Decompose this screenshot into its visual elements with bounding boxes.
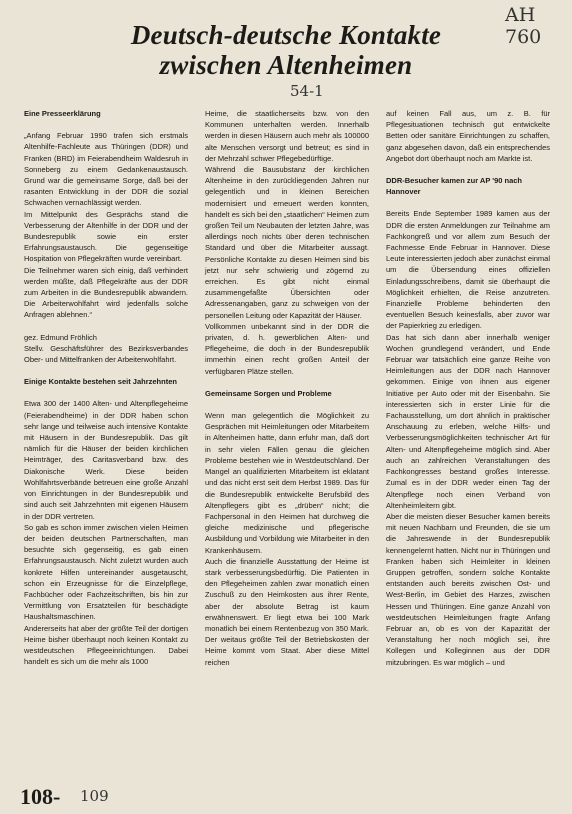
- paragraph: So gab es schon immer zwischen vielen Heimen der beiden deutschen Partnerschaften, man besuchte sich gegenseitig, es gab einen Erfahrungsaustausch. Nicht zuletzt wurden auch konkrete Hilfen untereinander ausgetauscht, schon ein Erzeugnisse für die Einzelpflege, Fachbücher oder Fachzeitschriften, bis hin zur Vermittlung von Ersatzteilen für beschädigte Haushaltsmaschinen.: [24, 522, 188, 622]
- section-heading: DDR-Besucher kamen zur AP '90 nach Hannover: [386, 176, 522, 197]
- title-line-2: zwischen Altenheimen: [159, 50, 413, 80]
- text-column-3: [386, 108, 550, 668]
- article-title: [0, 20, 572, 80]
- spacer: [386, 164, 550, 175]
- paragraph: Das hat sich dann aber innerhalb weniger Wochen grundlegend verändert, und Ende Februar war tatsächlich eine ganze Reihe von Heimleitungen aus der DDR nach Hannover gekommen. Einige von ihnen aus eigener Initiative per Auto oder mit der Eisenbahn. Sie interessierten sich in erster Linie für die Fachausstellung, um dort ähnlich in praktischer Anschauung zu erleben, welche Hilfs- und Verbesserungsmöglichkeiten technischer Art für Alten- und Altenpflegeheime möglich sind. Aber auch an zahlreichen Veranstaltungen des Fachkongresses bestand großes Interesse. Zumal es in der DDR weder einen Tag der Altenpflege noch einen Verband von Altenheimleitern gibt.: [386, 332, 550, 510]
- page-number: 108-: [20, 784, 61, 809]
- paragraph: Vollkommen unbekannt sind in der DDR die privaten, d. h. gewerblichen Alten- und Pflegeheime, die doch in der Bundesrepublik immerhin einen recht großen Anteil der verfügbaren Plätze stellen.: [205, 321, 369, 376]
- spacer: [205, 377, 369, 388]
- spacer: [24, 387, 188, 398]
- text-column-1: [24, 108, 188, 667]
- spacer: [24, 119, 188, 130]
- handwritten-page-number: 109: [80, 787, 109, 805]
- paragraph: Aber die meisten dieser Besucher kamen bereits mit neuen Nachbarn und Freunden, die sie um die Jahreswende in der Bundesrepublik kennengelernt hatten. Nicht nur in Thüringen und Franken haben sich Heimleiter in kleinen Gruppen getroffen, sondern solche Kontakte entstanden auch bereits zwischen Ost- und West-Berlin, im Gebiet des Harzes, zwischen Hessen und Thüringen. Eine ganze Anzahl von westdeutschen Heimleitungen fragte Anfang Februar an, ob es von der Kapazität der Veranstaltung her noch möglich sei, ihre Kollegen und Kolleginnen aus der DDR mitzubringen. Es war möglich – und: [386, 511, 550, 667]
- spacer: [24, 365, 188, 376]
- section-heading: Einige Kontakte bestehen seit Jahrzehnten: [24, 377, 177, 387]
- paragraph: Die Teilnehmer waren sich einig, daß verhindert werden müßte, daß Pflegekräfte aus der DDR zum Arbeiten in die Bundesrepublik abwandern. Die Arbeiterwohlfahrt wird jedenfalls solche Anfragen ablehnen.“: [24, 265, 188, 320]
- paragraph: Während die Bausubstanz der kirchlichen Altenheime in den zurückliegenden Jahren nur gelegentlich und in kleinen Bereichen modernisiert und erneuert werden konnten, handelt es sich bei den „staatlichen“ Heimen zum großen Teil um Neubauten der letzten Jahre, was allerdings noch nichts über deren technischen Standard und über die Mitarbeiter aussagt. Persönliche Kontakte zu diesen Heimen sind bis jetzt nur sehr schwierig und zögernd zu erreichen. Es gibt nicht einmal zusammengefaßte Übersichten oder Adressenangaben, ganz zu schweigen von der personellen Leitung oder Kapazität der Häuser.: [205, 165, 369, 320]
- spacer: [205, 399, 369, 410]
- paragraph: Etwa 300 der 1400 Alten- und Altenpflegeheime (Feierabendheime) in der DDR haben schon sehr lange und teilweise auch intensive Kontakte mit Häusern in der Bundesrepublik. Das gilt nämlich für die Häuser der beiden kirchlichen Heimträger, des Caritasverband bzw. des Diakonische Werk. Diese beiden Wohlfahrtsverbände betreuen eine große Anzahl von Einrichtungen in der Bundesrepublik und sind auch seit Jahrzehnten mit eigenen Häusern in der DDR vertreten.: [24, 399, 188, 521]
- handwritten-archive-number: AH 760: [505, 4, 542, 48]
- paragraph: Bereits Ende September 1989 kamen aus der DDR die ersten Anmeldungen zur Teilnahme am Fachkongreß und vor allem zum Besuch der Fachmesse Ende Februar in Hannover. Diese Leute interessierten jedoch aber zunächst einmal um die Übersendung eines offiziellen Einladungsschreibens, damit sie überhaupt die Möglichkeit erhielten, die Reise anzutreten. Finanzielle Probleme behinderten den eventuellen Besuch keinesfalls, aber zuvor war der Papierkrieg zu erledigen.: [386, 209, 550, 331]
- text-column-2: [205, 108, 369, 668]
- paragraph: auf keinen Fall aus, um z. B. für Pflegesituationen technisch gut entwickelte Betten oder sanitäre Einrichtungen zu schaffen, ganz abgesehen davon, daß ein entsprechendes Angebot dort überhaupt noch am Markte ist.: [386, 109, 550, 163]
- paragraph: Auch die finanzielle Ausstattung der Heime ist stark verbesserungsbedürftig. Die Patienten in den Pflegeheimen zahlen zwar monatlich einen Zuschuß zu den Heimkosten aus ihrer Rente, aber der absolute Betrag ist kaum erwähnenswert. Er liegt etwa bei 100 Mark monatlich bei einem Rentenbezug von 350 Mark. Der weitaus größte Teil der Betriebskosten der Heime kommt vom Staat. Aber diese Mittel reichen: [205, 556, 369, 667]
- handwritten-note: 54-1: [290, 82, 324, 100]
- title-line-1: Deutsch-deutsche Kontakte: [130, 20, 442, 50]
- paragraph: „Anfang Februar 1990 trafen sich erstmals Altenhilfe-Fachleute aus Thüringen (DDR) und Franken (BRD) im Feierabendheim Waldesruh in Sonneberg zu einem Gedankenaustausch. Grund war die gemeinsame Sorge, daß bei der rasanten Entwicklung in der DDR die sozial Schwachen vernachlässigt werden.: [24, 131, 188, 208]
- paragraph: Heime, die staatlicherseits bzw. von den Kommunen unterhalten werden. Innerhalb werden in diesen Häusern auch mehr als 100000 alte Menschen versorgt und betreut; es sind in der Mehrzahl schwer Pflegebedürftige.: [205, 109, 369, 163]
- section-heading: Eine Presseerklärung: [24, 109, 101, 118]
- paragraph: gez. Edmund Fröhlich: [24, 332, 97, 342]
- paragraph: Wenn man gelegentlich die Möglichkeit zu Gesprächen mit Heimleitungen oder Mitarbeitern in Altenheimen hatte, dann erfuhr man, daß dort in sehr vielen Fällen genau die gleichen Probleme bestehen wie in Westdeutschland. Der Mangel an qualifizierten Mitarbeitern ist eklatant und das nicht erst seit dem Herbst 1989. Das für die Bundesrepublik entwickelte Berufsbild des Altenpflegers gibt es „drüben“ nicht; die Fachpersonal in den Heimen hat durchweg die gleiche medizinische und pflegerische Ausbildung und Vorbildung wie Mitarbeiter in den Krankenhäusern.: [205, 411, 369, 555]
- paragraph: Andererseits hat aber der größte Teil der dortigen Heime bisher überhaupt noch keinen Kontakt zu westdeutschen Pflegeeinrichtungen. Dabei handelt es sich um die mehr als 1000: [24, 623, 188, 667]
- spacer: [386, 197, 550, 208]
- section-heading: Gemeinsame Sorgen und Probleme: [205, 388, 332, 398]
- paragraph: Stellv. Geschäftsführer des Bezirksverbandes Ober- und Mittelfranken der Arbeiterwohlfahrt.: [24, 343, 188, 365]
- paragraph: Im Mittelpunkt des Gesprächs stand die Verbesserung der Altenhilfe in der DDR und der Bundesrepublik sowie ein erster Erfahrungsaustausch. Die gegenseitige Hospitation von Pflegekräften wurde vereinbart.: [24, 209, 188, 264]
- spacer: [24, 321, 188, 332]
